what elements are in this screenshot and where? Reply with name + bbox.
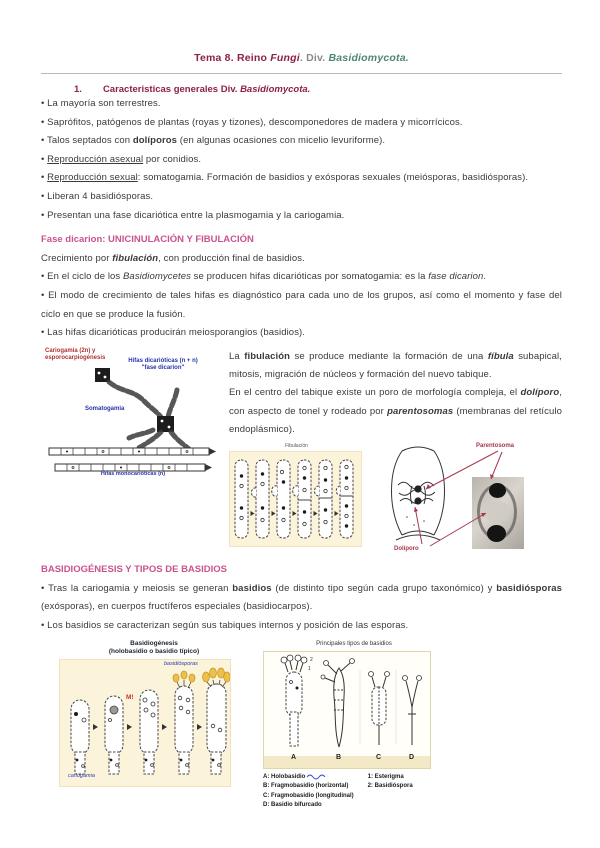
- legend-holobasidio: A: Holobasidio: [263, 773, 354, 783]
- label-hifas-dicarioticas: Hifas dicarióticas (n + n) "fase dicarion": [128, 357, 198, 371]
- doliporo-em-photo: [472, 477, 524, 549]
- section3-heading: BASIDIOGÉNESIS Y TIPOS DE BASIDIOS: [41, 564, 227, 576]
- dicarion-text-column: [229, 348, 562, 555]
- basidiogenesis-title: Basidiogénesis (holobasidio o basidio típico): [108, 639, 200, 655]
- intro-fibulacion: Crecimiento por fibulación, con producción final de basidios.: [41, 252, 305, 264]
- panel-letter-a: A: [291, 753, 297, 761]
- legend-fragmobasidio-h: B: Fragmobasidio (horizontal): [263, 783, 349, 790]
- title-div: . Div.: [299, 52, 329, 64]
- para-doliporo: En el centro del tabique existe un poro de morfología compleja, el dolíporo, con aspecto de tonel y rodeado por parentosomas (membranas del retículo endoplásmico).: [229, 387, 562, 435]
- section1-heading: 1. Caracteristicas generales Div. Basidiomycota.: [74, 84, 311, 95]
- annotation-meiosis: M!: [126, 693, 134, 701]
- basidia-types-legend: [263, 773, 445, 811]
- bullet-repro-asexual: • Reproducción asexual por conidios.: [41, 151, 562, 170]
- doliporo-figure: [372, 443, 562, 555]
- title-fungi: Fungi: [270, 52, 300, 64]
- fibulacion-stages-figure: [229, 443, 364, 555]
- bullet-meiosporangios: • Las hifas dicarióticas producirán meiosporangios (basidios).: [41, 324, 562, 343]
- basidia-types-title: Principales tipos de basidios: [316, 640, 392, 647]
- bullet-fase-dicariotica: • Presentan una fase dicariótica entre la plasmogamia y la cariogamia.: [41, 207, 562, 226]
- bullet-liberan: • Liberan 4 basidiósporas.: [41, 188, 562, 207]
- page-content: [41, 0, 562, 811]
- fibulacion-figure-title: Fibulación: [285, 443, 308, 450]
- basidia-types-figure: [263, 640, 445, 811]
- dicarion-figure-text-row: [41, 348, 562, 555]
- legend-fragmobasidio-l: C: Fragmobasidio (longitudinal): [263, 792, 354, 799]
- svg-text:1: 1: [308, 665, 311, 672]
- label-cariogamia: Cariogamia (2n) y esporocarpiogénesis: [45, 347, 106, 361]
- panel-letter-b: B: [336, 753, 342, 761]
- section2-heading: Fase dicarion: UNICINULACIÓN Y FIBULACIÓN: [41, 234, 254, 246]
- title-tema: Tema 8. Reino: [194, 52, 271, 64]
- label-parentosoma: Parentosoma: [476, 443, 515, 450]
- legend-basidiospora: 2: Basidióspora: [367, 783, 413, 790]
- basidia-types-drawing: [264, 652, 430, 752]
- label-somatogamia: Somatogamia: [85, 405, 125, 412]
- basidiogenesis-drawing: [60, 660, 230, 786]
- bullet-terrestres: • La mayoría son terrestres.: [41, 95, 562, 114]
- panel-letter-c: C: [376, 753, 382, 761]
- bullet-modo-crecimiento: • El modo de crecimiento de tales hifas es diagnóstico para cada uno de los grupos, así como el momento y fase del ciclo en que se produce la fusión.: [41, 287, 562, 324]
- label-hifas-monocarioticas: Hifas monocarióticas (n): [100, 470, 166, 477]
- annotation-cariogamia: cariogamia: [68, 772, 95, 779]
- bullet-ciclo: • En el ciclo de los Basidiomycetes se producen hifas dicarióticas por somatogamia: es la fase dicarion.: [41, 268, 562, 287]
- svg-text:2: 2: [310, 656, 313, 663]
- bullet-saprofitos: • Saprófitos, patógenos de plantas (royas y tizones), descomponedores de madera y micorrícicos.: [41, 114, 562, 133]
- bullet-tabiques: • Los basidios se caracterizan según sus tabiques internos y posición de las esporas.: [41, 617, 562, 636]
- page-title: [41, 52, 562, 64]
- annotation-basidiosporas: basidiósporas: [164, 660, 198, 667]
- title-divider: [41, 73, 562, 74]
- legend-esterigma: 1: Esterigma: [367, 773, 404, 780]
- handwritten-annotation: [305, 773, 327, 780]
- legend-bifurcado: D: Basidio bifurcado: [263, 802, 322, 809]
- fibulacion-stages-drawing: [230, 454, 361, 546]
- bullet-basidios: • Tras la cariogamia y meiosis se generan basidios (de distinto tipo según cada grupo taxonómico) y basidiósporas (exósporas), en cuerpos fructíferos especiales (basidiocarpos).: [41, 580, 562, 617]
- basidiogenesis-figure: [59, 640, 249, 811]
- para-fibulacion: La fibulación se produce mediante la formación de una fíbula subapical, mitosis, migración de núcleos y formación del nuevo tabique.: [229, 350, 562, 381]
- bullet-repro-sexual: • Reproducción sexual: somatogamia. Formación de basidios y exósporas sexuales (meiósporas, basidiósporas).: [41, 169, 562, 188]
- doliporo-drawing: [372, 443, 464, 555]
- life-cycle-figure: [41, 348, 229, 555]
- title-basidiomycota: Basidiomycota.: [328, 52, 409, 64]
- panel-letter-d: D: [409, 753, 415, 761]
- label-doliporo: Dolíporo: [394, 546, 419, 553]
- bullet-talos: • Talos septados con dolíporos (en algunas ocasiones con micelio levuriforme).: [41, 132, 562, 151]
